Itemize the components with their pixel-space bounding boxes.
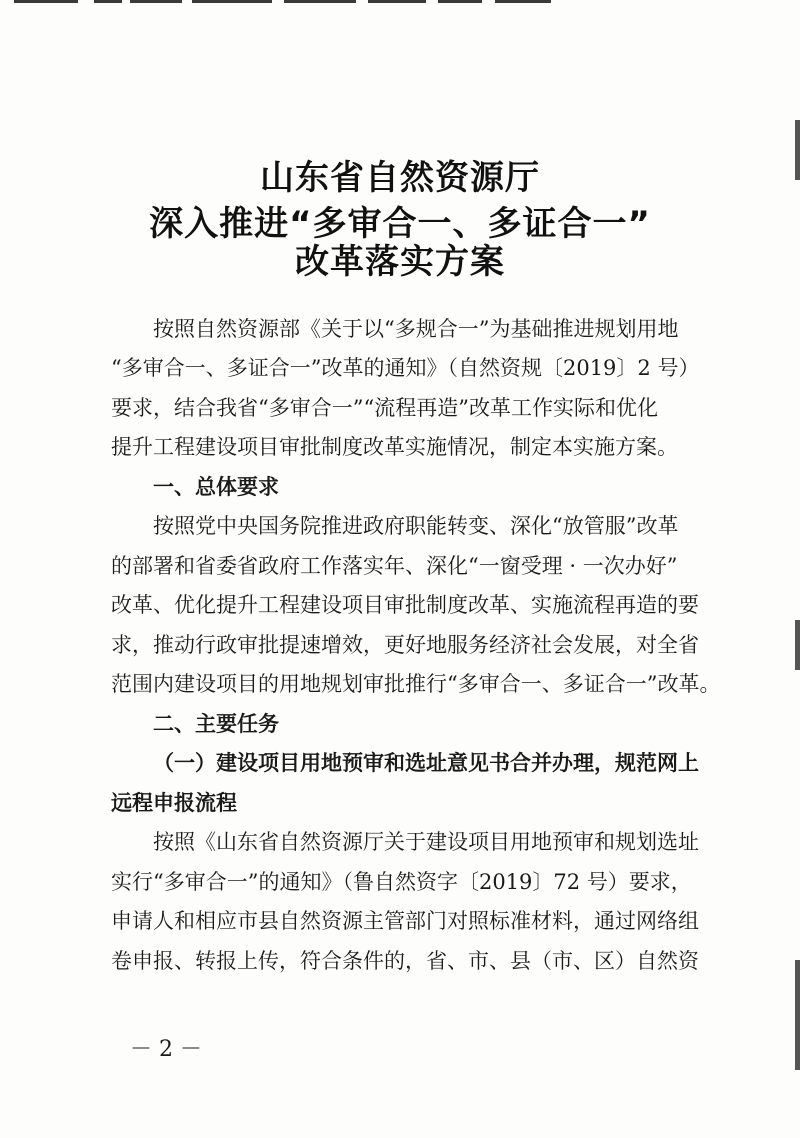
paragraph-1-line-3: 要求，结合我省“多审合一”“流程再造”改革工作实际和优化 <box>111 396 658 420</box>
paragraph-2-line-1: 按照党中央国务院推进政府职能转变、深化“放管服”改革 <box>153 514 679 538</box>
paragraph-2-line-3: 改革、优化提升工程建设项目审批制度改革、实施流程再造的要 <box>111 593 699 617</box>
paragraph-3-line-2: 实行“多审合一”的通知》（鲁自然资字〔2019〕72 号）要求， <box>111 870 692 894</box>
paragraph-2-line-4: 求，推动行政审批提速增效，更好地服务经济社会发展，对全省 <box>111 633 699 657</box>
document-title-line-3: 改革落实方案 <box>295 242 505 282</box>
paragraph-1-line-1: 按照自然资源部《关于以“多规合一”为基础推进规划用地 <box>153 317 679 341</box>
paragraph-3-line-4: 卷申报、转报上传，符合条件的，省、市、县（市、区）自然资 <box>111 949 699 973</box>
subheading-1-line-2: 远程申报流程 <box>111 790 237 815</box>
paragraph-3-line-3: 申请人和相应市县自然资源主管部门对照标准材料，通过网络组 <box>111 909 699 933</box>
paragraph-3-line-1: 按照《山东省自然资源厅关于建设项目用地预审和规划选址 <box>153 830 699 854</box>
paragraph-1-line-2: “多审合一、多证合一”改革的通知》（自然资规〔2019〕2 号） <box>111 356 700 380</box>
paragraph-2-line-2: 的部署和省委省政府工作落实年、深化“一窗受理 · 一次办好” <box>111 554 678 578</box>
page-number: － 2 － <box>130 1037 202 1062</box>
scan-edge-marks <box>0 0 800 4</box>
section-heading-main-tasks: 二、主要任务 <box>153 712 279 736</box>
subheading-1-line-1: （一）建设项目用地预审和选址意见书合并办理，规范网上 <box>153 750 699 775</box>
section-heading-general-requirements: 一、总体要求 <box>153 475 279 499</box>
paragraph-1-line-4: 提升工程建设项目审批制度改革实施情况，制定本实施方案。 <box>111 435 678 459</box>
document-title-line-1: 山东省自然资源厅 <box>260 158 540 198</box>
paragraph-2-line-5: 范围内建设项目的用地规划审批推行“多审合一、多证合一”改革。 <box>111 672 721 696</box>
document-title-line-2: 深入推进“多审合一、多证合一” <box>149 204 651 244</box>
